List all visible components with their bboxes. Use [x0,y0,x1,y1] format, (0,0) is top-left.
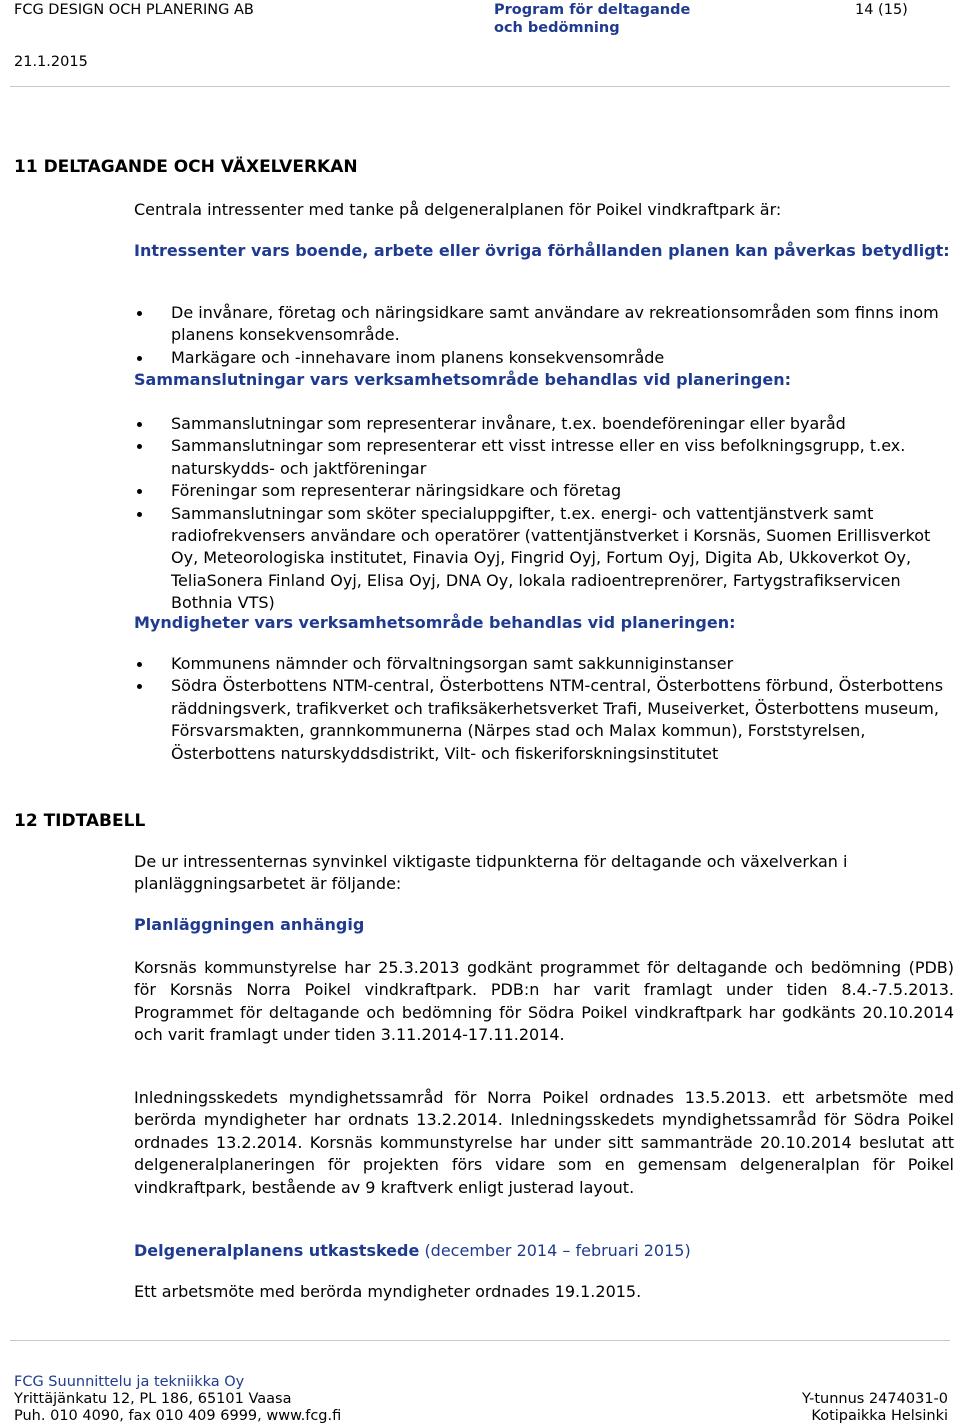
section-11-heading: 11 DELTAGANDE OCH VÄXELVERKAN [14,157,358,177]
subsection-planlaggning-title: Planläggningen anhängig [134,915,365,934]
footer-right [760,1391,948,1425]
header-doc-title-line1: Program för deltagande [494,2,691,18]
list-item: Sammanslutningar som representerar ett visst intresse eller en viss befolkningsgrupp, t.ex. naturskydds- och jaktföreningar [126,435,954,480]
header-doc-title [494,1,690,37]
footer-address: Yrittäjänkatu 12, PL 186, 65101 Vaasa [14,1391,292,1407]
group-1-list [126,302,954,369]
header-company: FCG DESIGN OCH PLANERING AB [14,2,254,18]
group-2-title: Sammanslutningar vars verksamhetsområde behandlas vid planeringen: [134,370,792,389]
header-doc-title-line2: och bedömning [494,20,620,36]
subsection-utkastskede-dates: (december 2014 – februari 2015) [424,1241,691,1260]
list-item: Södra Österbottens NTM-central, Österbottens NTM-central, Österbottens förbund, Österbottens räddningsverk, trafikverket och trafiksäkerhetsverket Trafi, Museiverket, Österbottens museum, Försvarsmakten, grannkommunerna (Närpes stad och Malax kommun), Forststyrelsen, Österbottens naturskyddsdistrikt, Vilt- och fiskeriforskningsinstitutet [126,675,954,765]
list-item: Föreningar som representerar näringsidkare och företag [126,480,954,502]
footer-company: FCG Suunnittelu ja tekniikka Oy [14,1374,245,1390]
footer-domicile: Kotipaikka Helsinki [811,1408,948,1424]
footer-left [14,1374,414,1425]
list-item: Kommunens nämnder och förvaltningsorgan samt sakkunniginstanser [126,653,954,675]
list-item: De invånare, företag och näringsidkare samt användare av rekreationsområden som finns inom planens konsekvensområde. [126,302,954,347]
footer-divider [10,1340,950,1341]
header-page-number: 14 (15) [855,2,908,18]
footer-contact: Puh. 010 4090, fax 010 409 6999, www.fcg.fi [14,1408,342,1424]
group-1-title: Intressenter vars boende, arbete eller övriga förhållanden planen kan påverkas betydligt: [134,241,950,260]
header-date: 21.1.2015 [14,54,88,70]
list-item: Markägare och -innehavare inom planens konsekvensområde [126,347,954,369]
subsection-utkastskede-name: Delgeneralplanens utkastskede [134,1241,420,1260]
paragraph-planlaggning: Korsnäs kommunstyrelse har 25.3.2013 godkänt programmet för deltagande och bedömning (PDB) för Korsnäs Norra Poikel vindkraftpark. PDB:n har varit framlagt under tiden 8.4.-7.5.2013. Programmet för deltagande och bedömning för Södra Poikel vindkraftpark har godkänts 20.10.2014 och varit framlagt under tiden 3.11.2014-17.11.2014. [134,958,954,1045]
list-item: Sammanslutningar som representerar invånare, t.ex. boendeföreningar eller byaråd [126,413,954,435]
footer-ytunnus: Y-tunnus 2474031-0 [801,1391,948,1407]
subsection-utkastskede-title [134,1240,954,1262]
list-item: Sammanslutningar som sköter specialuppgifter, t.ex. energi- och vattentjänstverk samt radiofrekvensers användare och operatörer (vattentjänstverket i Korsnäs, Suomen Erillisverkot Oy, Meteorologiska institutet, Finavia Oyj, Fingrid Oyj, Fortum Oyj, Digita Ab, Ukkoverkot Oy, TeliaSonera Finland Oyj, Elisa Oyj, DNA Oy, lokala radioentreprenörer, Fartygstrafikservicen Bothnia VTS) [126,503,954,615]
group-2-list [126,413,954,615]
header-divider [10,86,950,87]
group-3-list [126,653,954,765]
group-3-title: Myndigheter vars verksamhetsområde behandlas vid planeringen: [134,613,736,632]
section-12-heading: 12 TIDTABELL [14,811,146,831]
section-12-intro: De ur intressenternas synvinkel viktigaste tidpunkterna för deltagande och växelverkan i planläggningsarbetet är följande: [134,852,848,894]
paragraph-inledningsskede: Inledningsskedets myndighetssamråd för Norra Poikel ordnades 13.5.2013. ett arbetsmöte med berörda myndigheter har ordnats 13.2.2014. Inledningsskedets myndighetssamråd för Södra Poikel ordnades 13.2.2014. Korsnäs kommunstyrelse har under sitt sammanträde 20.10.2014 beslutat att delgeneralplaneringen för projekten förs vidare som en gemensam delgeneralplan för Poikel vindkraftpark, bestående av 9 kraftverk enligt justerad layout. [134,1088,954,1197]
paragraph-utkastskede: Ett arbetsmöte med berörda myndigheter ordnades 19.1.2015. [134,1282,642,1301]
section-11-intro: Centrala intressenter med tanke på delgeneralplanen för Poikel vindkraftpark är: [134,200,782,219]
